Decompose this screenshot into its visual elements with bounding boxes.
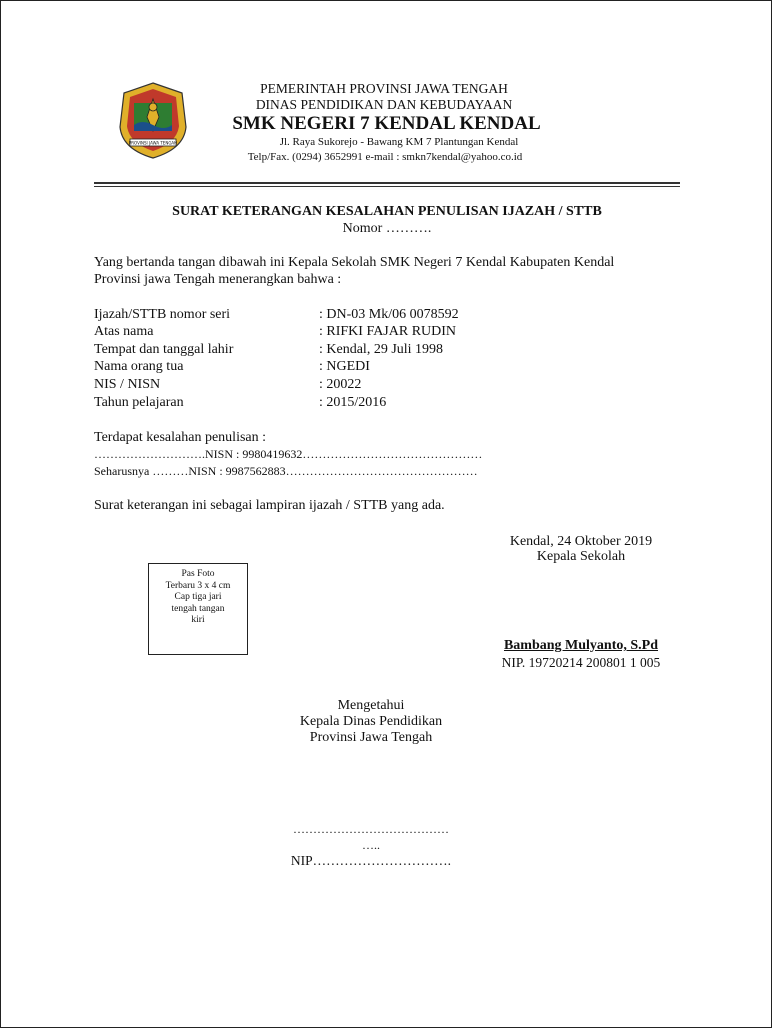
field-label: Atas nama	[94, 324, 154, 339]
acknowledge-line-2: Kepala Dinas Pendidikan	[299, 714, 443, 729]
province-emblem-icon	[112, 79, 194, 161]
correct-line: Seharusnya ………NISN : 9987562883…………………………………………	[94, 464, 478, 478]
signatory-name: Bambang Mulyanto, S.Pd	[503, 638, 659, 653]
field-value: : RIFKI FAJAR RUDIN	[319, 324, 457, 339]
header-divider-thin	[94, 186, 680, 187]
school-name: SMK NEGERI 7 KENDAL KENDAL	[232, 113, 541, 134]
photo-box-text: Cap tiga jari	[174, 592, 222, 602]
closing-statement: Surat keterangan ini sebagai lampiran ijazah / STTB yang ada.	[94, 498, 445, 513]
photo-box-text: kiri	[191, 615, 205, 625]
acknowledge-nip: NIP………………………….	[290, 853, 452, 868]
field-value: : 2015/2016	[319, 395, 387, 410]
photo-box-text: Terbaru 3 x 4 cm	[165, 580, 231, 591]
acknowledge-line-3: Provinsi Jawa Tengah	[309, 730, 433, 745]
photo-box-text: tengah tangan	[171, 603, 225, 614]
acknowledge-line-1: Mengetahui	[337, 698, 405, 713]
letter-title: SURAT KETERANGAN KESALAHAN PENULISAN IJAZAH / STTB	[172, 204, 602, 219]
field-label: NIS / NISN	[94, 377, 161, 392]
signatory-position: Kepala Sekolah	[536, 549, 626, 564]
letter-number: Nomor ……….	[342, 221, 432, 236]
photo-box	[148, 563, 248, 655]
field-label: Tahun pelajaran	[94, 395, 184, 410]
field-value: : NGEDI	[319, 359, 370, 374]
error-line: ……………………….NISN : 9980419632………………………………………	[94, 447, 483, 461]
header-line1: PEMERINTAH PROVINSI JAWA TENGAH	[260, 81, 508, 96]
error-label: Terdapat kesalahan penulisan :	[94, 430, 267, 445]
field-label: Tempat dan tanggal lahir	[94, 342, 234, 357]
field-value: : Kendal, 29 Juli 1998	[319, 342, 444, 357]
acknowledge-signature-dots-2: …..	[362, 838, 380, 852]
header-divider	[94, 182, 680, 184]
school-contact: Telp/Fax. (0294) 3652991 e-mail : smkn7kendal@yahoo.co.id	[247, 151, 523, 163]
intro-line-2: Provinsi jawa Tengah menerangkan bahwa :	[94, 272, 342, 287]
place-date: Kendal, 24 Oktober 2019	[509, 534, 653, 549]
intro-line-1: Yang bertanda tangan dibawah ini Kepala Sekolah SMK Negeri 7 Kendal Kabupaten Kendal	[94, 255, 615, 270]
logo-caption: PROVINSI JAWA TENGAH	[128, 140, 178, 146]
photo-box-text: Pas Foto	[181, 569, 215, 579]
acknowledge-signature-dots: …………………………………	[293, 822, 449, 836]
field-value: : 20022	[319, 377, 362, 392]
header-line2: DINAS PENDIDIKAN DAN KEBUDAYAAN	[255, 97, 513, 112]
field-label: Nama orang tua	[94, 359, 184, 374]
school-address: Jl. Raya Sukorejo - Bawang KM 7 Plantungan Kendal	[279, 136, 519, 148]
signatory-nip: NIP. 19720214 200801 1 005	[501, 655, 661, 670]
field-value: : DN-03 Mk/06 0078592	[319, 307, 459, 322]
field-label: Ijazah/STTB nomor seri	[94, 307, 231, 322]
